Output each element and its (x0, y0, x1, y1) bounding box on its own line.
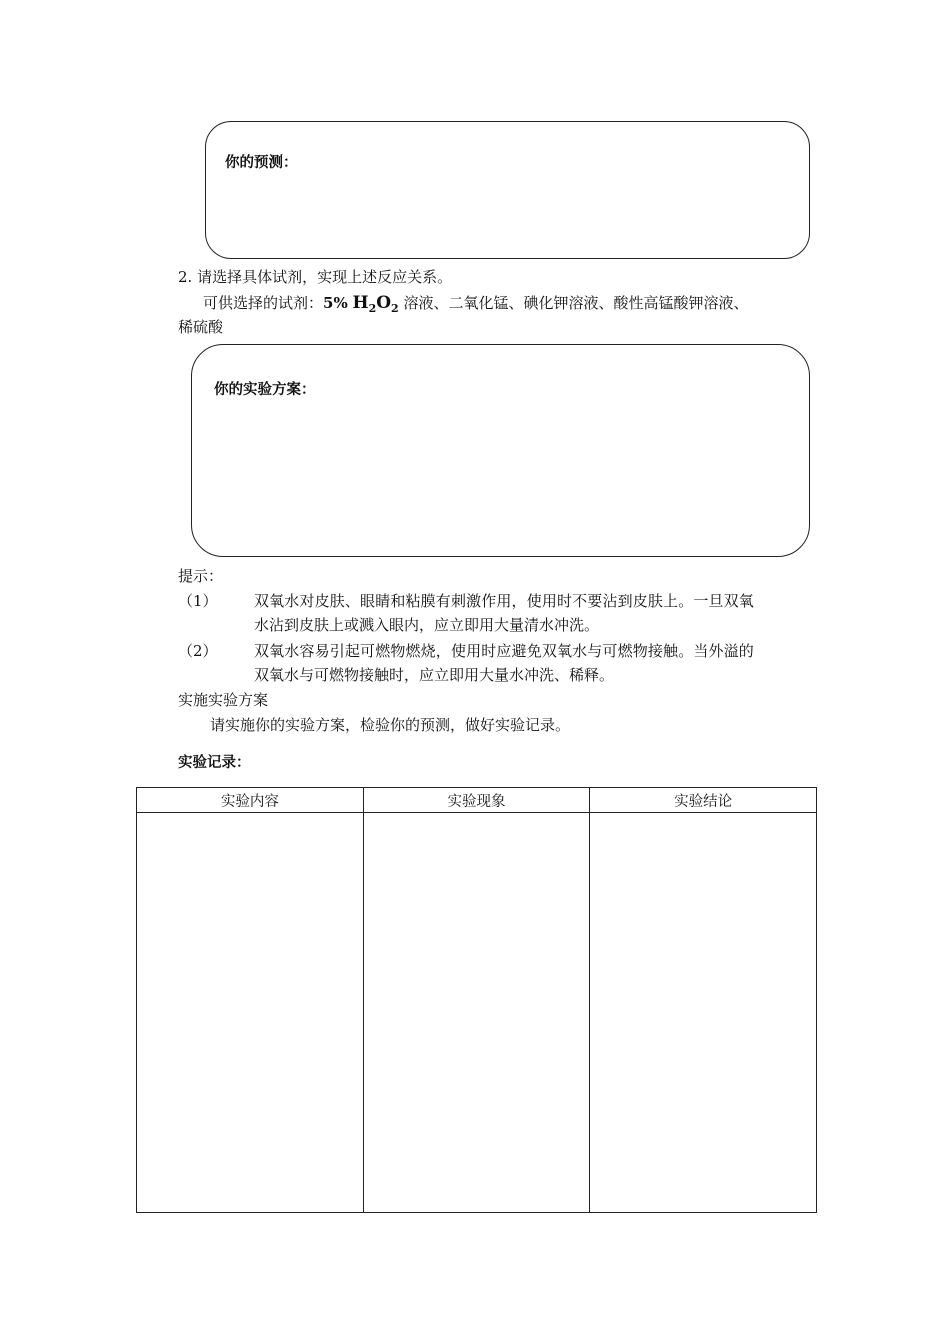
reagents-concentration: 5% (323, 294, 348, 312)
column-header-content: 实验内容 (137, 788, 364, 813)
record-table (136, 787, 817, 1213)
tip-1-line2: 水沾到皮肤上或溅入眼内，应立即用大量清水冲洗。 (254, 616, 600, 634)
content-cell[interactable] (137, 813, 364, 1213)
reagents-line2: 稀硫酸 (178, 318, 224, 336)
reagents-prefix: 可供选择的试剂： (203, 294, 324, 312)
tip-2-num: （2） (178, 642, 218, 660)
prediction-label: 你的预测： (225, 155, 298, 171)
formula-h: H (352, 293, 369, 313)
formula-h-sub: 2 (368, 302, 377, 315)
reagents-line (203, 292, 748, 320)
tip-2-line1: 双氧水容易引起可燃物燃烧，使用时应避免双氧水与可燃物接触。当外溢的 (254, 642, 754, 660)
tip-1-line1: 双氧水对皮肤、眼睛和粘膜有刺激作用，使用时不要沾到皮肤上。一旦双氧 (254, 592, 754, 610)
conclusion-cell[interactable] (590, 813, 817, 1213)
implement-heading: 实施实验方案 (178, 691, 269, 709)
plan-box (191, 344, 810, 557)
formula-o-sub: 2 (391, 302, 399, 315)
record-header-row (137, 788, 817, 813)
column-header-phenomenon: 实验现象 (363, 788, 590, 813)
implement-text: 请实施你的实验方案，检验你的预测，做好实验记录。 (210, 716, 571, 734)
column-header-conclusion: 实验结论 (590, 788, 817, 813)
phenomenon-cell[interactable] (363, 813, 590, 1213)
record-row (137, 813, 817, 1213)
tip-2-line2: 双氧水与可燃物接触时，应立即用大量水冲洗、稀释。 (254, 666, 615, 684)
plan-label: 你的实验方案： (214, 382, 316, 398)
tips-heading: 提示： (178, 567, 224, 585)
record-heading: 实验记录： (178, 755, 251, 771)
tip-1-num: （1） (178, 592, 218, 610)
formula-o: O (376, 293, 392, 313)
h2o2-formula (353, 293, 399, 313)
step2-heading: 2. 请选择具体试剂，实现上述反应关系。 (178, 268, 453, 286)
reagents-rest: 溶液、二氧化锰、碘化钾溶液、酸性高锰酸钾溶液、 (403, 294, 749, 312)
prediction-box (205, 121, 810, 259)
